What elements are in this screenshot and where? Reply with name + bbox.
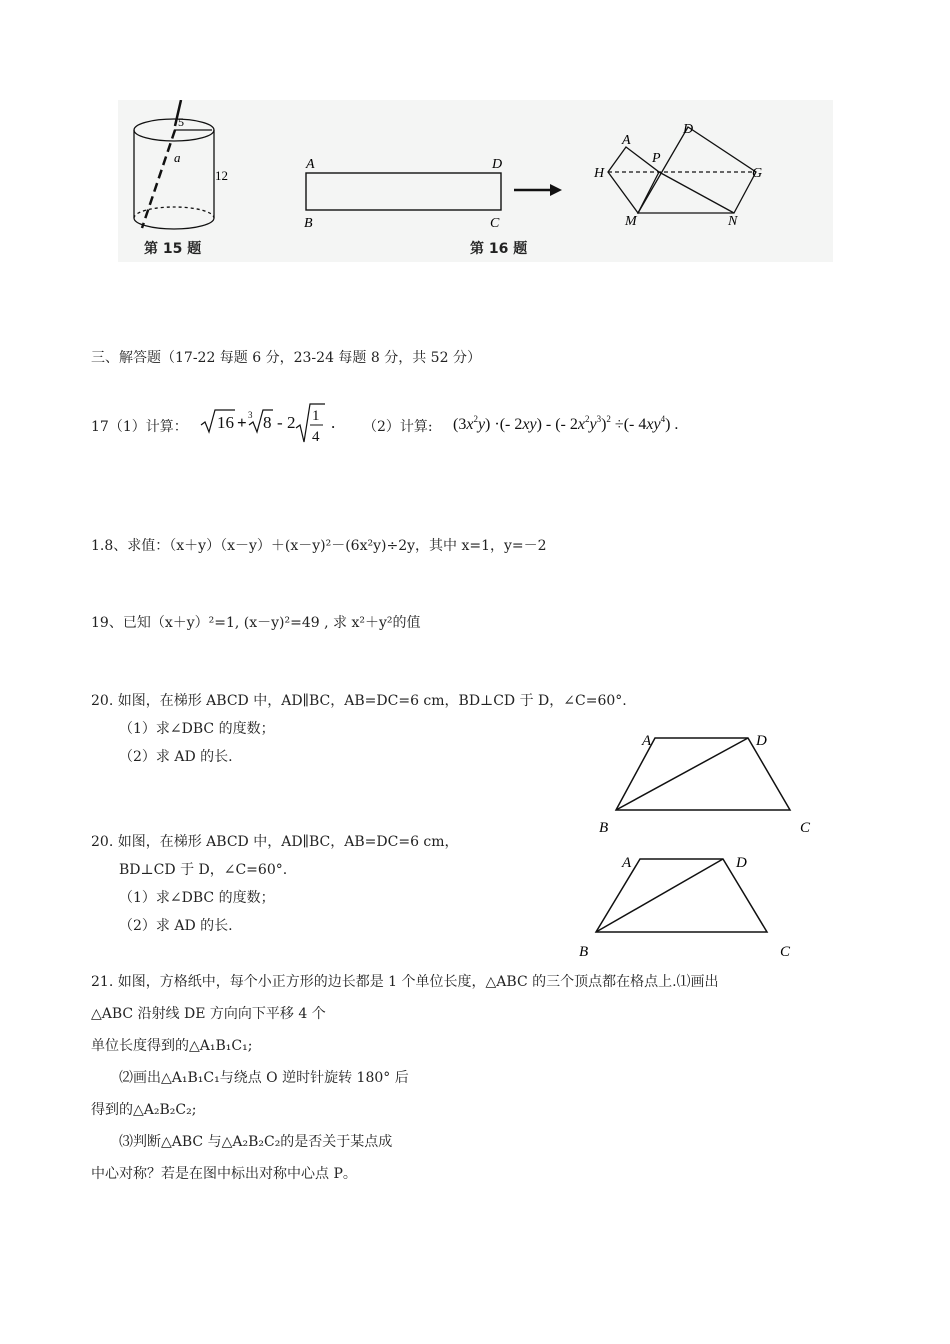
question-20b-line2: BD⊥CD 于 D，∠C=60°.: [119, 862, 288, 878]
arrow-icon: [514, 184, 562, 196]
folded-label-h: H: [594, 166, 605, 181]
trap2-label-c: C: [780, 944, 791, 960]
trap1-label-d: D: [756, 733, 767, 749]
question-21-line6: ⑶判断△ABC 与△A₂B₂C₂的是否关于某点成: [119, 1134, 393, 1150]
question-21-line5: 得到的△A₂B₂C₂;: [91, 1102, 197, 1118]
fig15-radius-label: 5: [178, 115, 184, 129]
fig15-caption: 第 15 题: [144, 241, 202, 257]
folded-label-a: A: [622, 133, 631, 148]
q17-part1-formula: [199, 398, 349, 452]
question-20b-line1: 20. 如图，在梯形 ABCD 中，AD∥BC，AB=DC=6 cm，: [91, 834, 459, 850]
rect-label-a: A: [306, 157, 315, 172]
svg-text:8: 8: [263, 413, 272, 432]
q17-part1-prefix: 17（1）计算：: [91, 419, 188, 435]
rect-label-c: C: [490, 216, 500, 231]
rect-abcd: [306, 173, 501, 210]
fig15-angle-label: a: [174, 150, 181, 165]
svg-text:1: 1: [312, 408, 320, 424]
question-21-line4: ⑵画出△A₁B₁C₁与绕点 O 逆时针旋转 180° 后: [119, 1070, 409, 1086]
question-21-line2: △ABC 沿射线 DE 方向向下平移 4 个: [91, 1006, 326, 1022]
trap2-label-b: B: [579, 944, 589, 960]
trap1-label-b: B: [599, 820, 609, 836]
question-21-line3: 单位长度得到的△A₁B₁C₁;: [91, 1038, 253, 1054]
folded-label-p: P: [652, 151, 661, 166]
rect-label-b: B: [304, 216, 313, 231]
question-19: 19、已知（x＋y）²=1, (x－y)²=49 , 求 x²＋y²的值: [91, 615, 421, 631]
folded-label-n: N: [728, 214, 738, 229]
svg-text:2: 2: [287, 413, 296, 432]
svg-text:3: 3: [248, 410, 253, 420]
question-20a-sub2: （2）求 AD 的长.: [119, 749, 233, 765]
svg-text:.: .: [331, 413, 336, 432]
svg-text:+: +: [237, 413, 247, 432]
trapezoid-figure-2: [570, 850, 810, 962]
folded-label-m: M: [625, 214, 637, 229]
rect-label-d: D: [492, 157, 503, 172]
section-title: 三、解答题（17-22 每题 6 分，23-24 每题 8 分，共 52 分）: [91, 350, 481, 366]
question-21-line1: 21. 如图，方格纸中，每个小正方形的边长都是 1 个单位长度，△ABC 的三个顶点都在格点上.⑴画出: [91, 974, 719, 990]
svg-text:4: 4: [312, 429, 320, 445]
q17-part2-prefix: （2）计算:: [363, 419, 433, 435]
trap1-label-a: A: [642, 733, 652, 749]
trap1-label-c: C: [800, 820, 811, 836]
folded-label-d: D: [683, 122, 694, 137]
trap2-label-a: A: [622, 855, 632, 871]
question-20a-sub1: （1）求∠DBC 的度数；: [119, 721, 275, 737]
folded-label-g: G: [752, 166, 763, 181]
question-17: [91, 398, 871, 452]
svg-text:-: -: [277, 413, 283, 432]
figure-panel: [118, 100, 833, 262]
svg-text:(3x2y) ·(- 2xy) - (- 2x2y3)2 ÷: $(3x^2y)$ ·(- 2xy) - (- $2x^2y^3)^2$ ÷(- $4xy^4$) .: [453, 414, 679, 433]
fig15-height-label: 12: [215, 168, 228, 183]
fig16-caption: 第 16 题: [470, 241, 528, 257]
svg-text:16: 16: [217, 413, 234, 432]
question-21-line7: 中心对称？若是在图中标出对称中心点 P。: [91, 1166, 357, 1182]
question-20b-sub1: （1）求∠DBC 的度数；: [119, 890, 275, 906]
trap2-label-d: D: [736, 855, 747, 871]
trapezoid-figure-1: [590, 728, 830, 840]
question-20a-line1: 20. 如图，在梯形 ABCD 中，AD∥BC，AB=DC=6 cm，BD⊥CD 于 D，∠C=60°.: [91, 693, 627, 709]
q17-part2-formula: [451, 398, 756, 452]
question-20b-sub2: （2）求 AD 的长.: [119, 918, 233, 934]
question-18: 1.8、求值：（x＋y）（x－y）＋(x－y)²－(6x²y)÷2y，其中 x=1，y=－2: [91, 538, 547, 554]
